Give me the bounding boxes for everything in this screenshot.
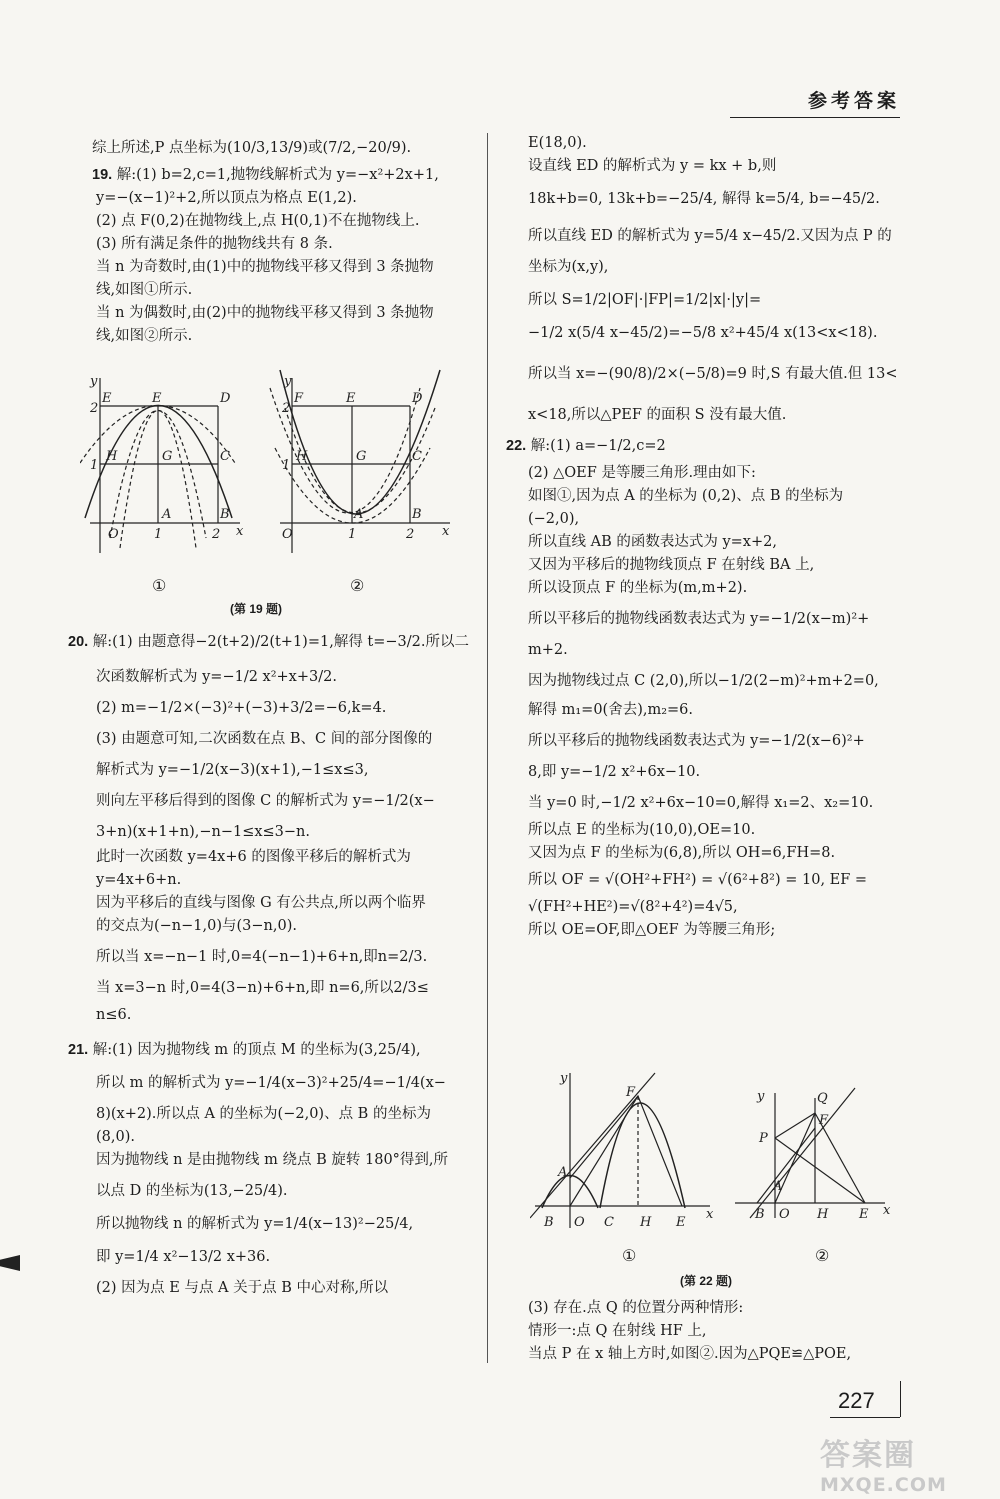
q21-cont-line: 所以 S=1/2|OF|·|FP|=1/2|x|·|y|= [528, 292, 762, 308]
q22-line: 又因为平移后的抛物线顶点 F 在射线 BA 上, [528, 557, 815, 573]
q22-line: 所以平移后的抛物线函数表达式为 y=−1/2(x−6)²+ [528, 733, 865, 749]
q21-line: 因为抛物线 n 是由抛物线 m 绕点 B 旋转 180°得到,所 [96, 1152, 449, 1168]
fig22-label-1: ① [622, 1246, 637, 1265]
svg-text:C: C [220, 449, 230, 464]
q22-line: 情形一:点 Q 在射线 HF 上, [528, 1323, 707, 1339]
svg-text:1: 1 [90, 458, 99, 473]
svg-text:2: 2 [90, 401, 99, 416]
q22-line: (−2,0), [528, 511, 580, 527]
q20-line: 解:(1) 由题意得−2(t+2)/2(t+1)=1,解得 t=−3/2.所以二 [92, 634, 469, 650]
q22-line: (2) △OEF 是等腰三角形.理由如下: [528, 465, 756, 481]
svg-text:O: O [574, 1215, 585, 1230]
svg-text:B: B [755, 1207, 765, 1222]
svg-text:C: C [412, 449, 422, 464]
svg-text:D: D [220, 391, 231, 406]
svg-text:E: E [152, 391, 162, 406]
fig19-label-2: ② [350, 576, 365, 595]
page-number-rule [830, 1417, 900, 1418]
q20-line: (3) 由题意可知,二次函数在点 B、C 间的部分图像的 [96, 731, 433, 747]
q19-line: y=−(x−1)²+2,所以顶点为格点 E(1,2). [96, 190, 357, 206]
q21-cont-line: −1/2 x(5/4 x−45/2)=−5/8 x²+45/4 x(13<x<18). [528, 325, 878, 341]
svg-text:2: 2 [282, 401, 291, 416]
q19-number: 19. [92, 167, 113, 183]
svg-text:2: 2 [212, 527, 221, 542]
svg-text:G: G [162, 449, 173, 464]
q20-line: 因为平移后的直线与图像 G 有公共点,所以两个临界 [96, 895, 426, 911]
q20-line: 的交点为(−n−1,0)与(3−n,0). [96, 918, 297, 934]
q22-line: 所以设顶点 F 的坐标为(m,m+2). [528, 580, 748, 596]
q21-line: 8)(x+2).所以点 A 的坐标为(−2,0)、点 B 的坐标为 [96, 1106, 431, 1122]
q22-line: √(FH²+HE²)=√(8²+4²)=4√5, [528, 899, 738, 915]
edge-mark [0, 1255, 20, 1271]
q20-line: n≤6. [96, 1007, 132, 1023]
svg-text:O: O [779, 1207, 790, 1222]
svg-text:1: 1 [282, 458, 291, 473]
q21-line: 解:(1) 因为抛物线 m 的顶点 M 的坐标为(3,25/4), [92, 1042, 421, 1058]
svg-text:E: E [102, 391, 112, 406]
q21-line: 以点 D 的坐标为(13,−25/4). [96, 1183, 288, 1199]
svg-text:H: H [296, 449, 308, 464]
left-column [92, 138, 482, 349]
svg-text:F: F [294, 391, 304, 406]
q22-line: 8,即 y=−1/2 x²+6x−10. [528, 764, 701, 780]
svg-text:E: E [859, 1207, 869, 1222]
q22-line: 因为抛物线过点 C (2,0),所以−1/2(2−m)²+m+2=0, [528, 673, 879, 689]
fig19-caption: (第 19 题) [230, 602, 283, 616]
svg-text:A: A [162, 507, 172, 522]
svg-text:y: y [284, 374, 292, 389]
figure-22 [530, 1068, 910, 1293]
header-title: 参考答案 [807, 90, 900, 112]
svg-text:A: A [354, 507, 364, 522]
q21-line: 所以抛物线 n 的解析式为 y=1/4(x−13)²−25/4, [96, 1216, 414, 1232]
q21-line: (2) 因为点 E 与点 A 关于点 B 中心对称,所以 [96, 1280, 389, 1296]
svg-text:B: B [544, 1215, 554, 1230]
q22-line: 所以平移后的抛物线函数表达式为 y=−1/2(x−m)²+ [528, 611, 870, 627]
q20-number: 20. [68, 634, 89, 650]
svg-text:y: y [560, 1071, 568, 1086]
q19-line: (3) 所有满足条件的抛物线共有 8 条. [96, 236, 333, 252]
svg-text:P: P [759, 1131, 768, 1146]
q21-cont-line: E(18,0). [528, 135, 587, 151]
svg-text:B: B [220, 507, 230, 522]
svg-text:A: A [773, 1179, 783, 1194]
q20-line: y=4x+6+n. [96, 872, 182, 888]
q20-line: 则向左平移后得到的图像 C 的解析式为 y=−1/2(x− [96, 793, 435, 809]
q21-cont-system: 18k+b=0, 13k+b=−25/4, 解得 k=5/4, b=−45/2. [528, 191, 880, 207]
q22-line: 所以 OF = √(OH²+FH²) = √(6²+8²) = 10, EF = [528, 872, 868, 888]
svg-text:F: F [819, 1113, 829, 1128]
column-divider [487, 133, 488, 1363]
svg-text:y: y [757, 1089, 765, 1104]
watermark-line-1: 答案圈 [820, 1438, 916, 1473]
q19-line: 当 n 为奇数时,由(1)中的抛物线平移又得到 3 条抛物 [96, 259, 434, 275]
q20-line: (2) m=−1/2×(−3)²+(−3)+3/2=−6,k=4. [96, 700, 387, 716]
svg-text:1: 1 [154, 527, 163, 542]
q22-line: 当 y=0 时,−1/2 x²+6x−10=0,解得 x₁=2、x₂=10. [528, 795, 874, 811]
svg-text:H: H [817, 1207, 829, 1222]
watermark [820, 1430, 995, 1495]
q21-line: (8,0). [96, 1129, 135, 1145]
svg-text:E: E [676, 1215, 686, 1230]
header-rule [730, 117, 900, 118]
q21-line: 即 y=1/4 x²−13/2 x+36. [96, 1249, 271, 1265]
q20-line: 所以当 x=−n−1 时,0=4(−n−1)+6+n,即n=2/3. [96, 949, 428, 965]
q19-line: 当 n 为偶数时,由(2)中的抛物线平移又得到 3 条抛物 [96, 305, 434, 321]
q19-line: 线,如图①所示. [96, 282, 193, 298]
page-number: 227 [838, 1388, 875, 1413]
svg-text:C: C [604, 1215, 614, 1230]
svg-text:B: B [412, 507, 422, 522]
figure-19-graphs [80, 368, 480, 618]
svg-text:x: x [706, 1207, 714, 1222]
running-header [730, 86, 900, 112]
q21-cont-line: 所以直线 ED 的解析式为 y=5/4 x−45/2.又因为点 P 的 [528, 228, 892, 244]
fig19-label-1: ① [152, 576, 167, 595]
svg-text:E: E [346, 391, 356, 406]
q20-line: 解析式为 y=−1/2(x−3)(x+1),−1≤x≤3, [96, 762, 369, 778]
q22-line: 如图①,因为点 A 的坐标为 (0,2)、点 B 的坐标为 [528, 488, 844, 504]
q22-line: 所以直线 AB 的函数表达式为 y=x+2, [528, 534, 777, 550]
q20-line: 3+n)(x+1+n),−n−1≤x≤3−n. [96, 824, 310, 840]
q19-line: 解:(1) b=2,c=1,抛物线解析式为 y=−x²+2x+1, [116, 167, 439, 183]
conclusion-line: 综上所述,P 点坐标为(10/3,13/9)或(7/2,−20/9). [92, 140, 412, 156]
q22-line: 解得 m₁=0(舍去),m₂=6. [528, 702, 694, 718]
q22-line: 所以点 E 的坐标为(10,0),OE=10. [528, 822, 756, 838]
svg-text:x: x [883, 1203, 891, 1218]
page-number-bar [900, 1381, 901, 1417]
right-column-tail [528, 1298, 908, 1367]
q21-cont-line: x<18,所以△PEF 的面积 S 没有最大值. [528, 407, 787, 423]
q22-line: 解:(1) a=−1/2,c=2 [530, 438, 666, 454]
q19-line: 线,如图②所示. [96, 328, 193, 344]
q21-cont-line: 设直线 ED 的解析式为 y = kx + b,则 [528, 158, 777, 174]
svg-text:O: O [108, 527, 119, 542]
q21-line: 所以 m 的解析式为 y=−1/4(x−3)²+25/4=−1/4(x− [96, 1075, 446, 1091]
svg-text:1: 1 [348, 527, 357, 542]
svg-text:H: H [640, 1215, 652, 1230]
svg-text:2: 2 [406, 527, 415, 542]
q22-line: 当点 P 在 x 轴上方时,如图②.因为△PQE≌△POE, [528, 1346, 852, 1362]
q22-number: 22. [506, 438, 527, 454]
svg-text:D: D [412, 391, 423, 406]
q22-line: 又因为点 F 的坐标为(6,8),所以 OH=6,FH=8. [528, 845, 836, 861]
q20-line: 次函数解析式为 y=−1/2 x²+x+3/2. [96, 669, 337, 685]
q19-line: (2) 点 F(0,2)在抛物线上,点 H(0,1)不在抛物线上. [96, 213, 420, 229]
svg-text:F: F [626, 1085, 636, 1100]
svg-text:G: G [356, 449, 367, 464]
watermark-line-2: MXQE.COM [820, 1474, 947, 1496]
svg-text:x: x [236, 524, 244, 539]
svg-text:Q: Q [817, 1091, 828, 1106]
q22-line: (3) 存在.点 Q 的位置分两种情形: [528, 1300, 744, 1316]
figure-19 [80, 368, 480, 618]
svg-text:x: x [442, 524, 450, 539]
svg-text:O: O [282, 527, 293, 542]
q20-line: 此时一次函数 y=4x+6 的图像平移后的解析式为 [96, 849, 411, 865]
fig22-caption: (第 22 题) [680, 1274, 733, 1288]
q22-line: 所以 OE=OF,即△OEF 为等腰三角形; [528, 922, 776, 938]
q20-line: 当 x=3−n 时,0=4(3−n)+6+n,即 n=6,所以2/3≤ [96, 980, 429, 996]
q21-number: 21. [68, 1042, 89, 1058]
svg-text:H: H [106, 449, 118, 464]
svg-text:A: A [558, 1165, 568, 1180]
q21-cont-line: 坐标为(x,y), [528, 259, 609, 275]
q21-cont-line: 所以当 x=−(90/8)/2×(−5/8)=9 时,S 有最大值.但 13< [528, 366, 898, 382]
fig22-label-2: ② [815, 1246, 830, 1265]
q22-line: m+2. [528, 642, 568, 658]
left-column-lower [68, 632, 480, 1299]
svg-text:y: y [90, 374, 98, 389]
figure-22-graphs [530, 1068, 910, 1268]
right-column [506, 133, 906, 943]
